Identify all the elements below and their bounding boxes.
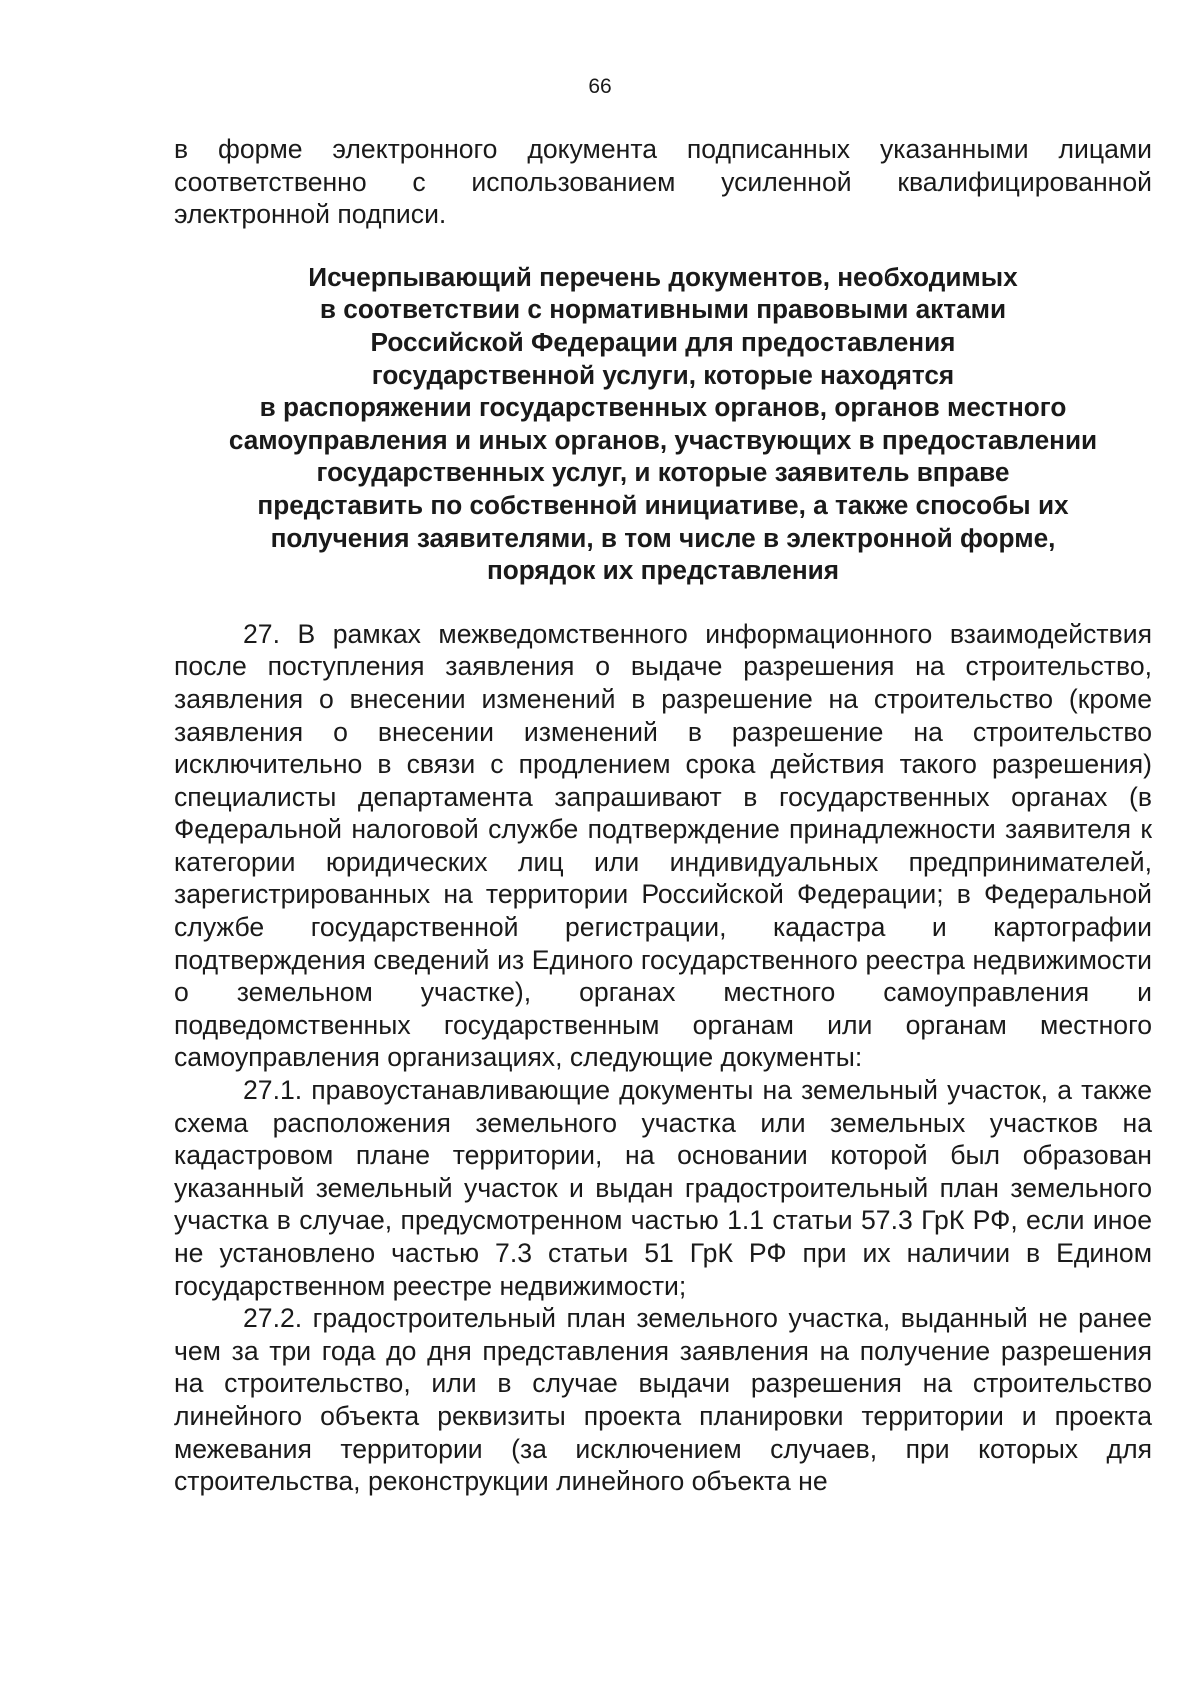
heading-line: получения заявителями, в том числе в электронной форме, (270, 522, 1056, 553)
page-number: 66 (588, 75, 612, 98)
heading-line: в соответствии с нормативными правовыми актами (319, 294, 1007, 325)
intro-paragraph: в форме электронного документа подписанных указанными лицами соответственно с использованием усиленной квалифицированной электронной подписи. (174, 134, 1152, 230)
paragraph-27: 27. В рамках межведомственного информационного взаимодействия после поступления заявления о выдаче разрешения на строительство, заявления о внесении изменений в разрешение на строительство (кроме заявления о внесении изменений в разрешение на строительство исключительно в связи с продлением срока действия такого разрешения) специалисты департамента запрашивают в государственных органах (в Федеральной налоговой службе подтверждение принадлежности заявителя к категории юридических лиц или индивидуальных предпринимателей, зарегистрированных на территории Российской Федерации; в Федеральной службе государственной регистрации, кадастра и картографии подтверждения сведений из Единого государственного реестра недвижимости о земельном участке), органах местного самоуправления и подведомственных государственным органам или органам местного самоуправления организациях, следующие документы: (174, 618, 1152, 1073)
heading-line: государственной услуги, которые находятся (371, 359, 955, 390)
heading-line: в распоряжении государственных органов, органов местного (259, 392, 1067, 423)
heading-line: Российской Федерации для предоставления (370, 326, 956, 357)
document-body (174, 133, 1152, 1498)
heading-line: порядок их представления (486, 555, 840, 586)
heading-line: самоуправления и иных органов, участвующих в предоставлении (228, 424, 1098, 455)
heading-line: государственных услуг, и которые заявитель вправе (316, 457, 1010, 488)
heading-line: представить по собственной инициативе, а также способы их (257, 489, 1069, 520)
heading-line: Исчерпывающий перечень документов, необходимых (308, 261, 1018, 292)
paragraph-27-2: 27.2. градостроительный план земельного участка, выданный не ранее чем за три года до дня представления заявления на получение разрешения на строительство, или в случае выдачи разрешения на строительство линейного объекта реквизиты проекта планировки территории и проекта межевания территории (за исключением случаев, при которых для строительства, реконструкции линейного объекта не (174, 1303, 1152, 1497)
section-heading (174, 261, 1152, 587)
paragraph-27-1: 27.1. правоустанавливающие документы на земельный участок, а также схема расположения земельного участка или земельных участков на кадастровом плане территории, на основании которой был образован указанный земельный участок и выдан градостроительный план земельного участка в случае, предусмотренном частью 1.1 статьи 57.3 ГрК РФ, если иное не установлено частью 7.3 статьи 51 ГрК РФ при их наличии в Едином государственном реестре недвижимости; (174, 1075, 1152, 1301)
